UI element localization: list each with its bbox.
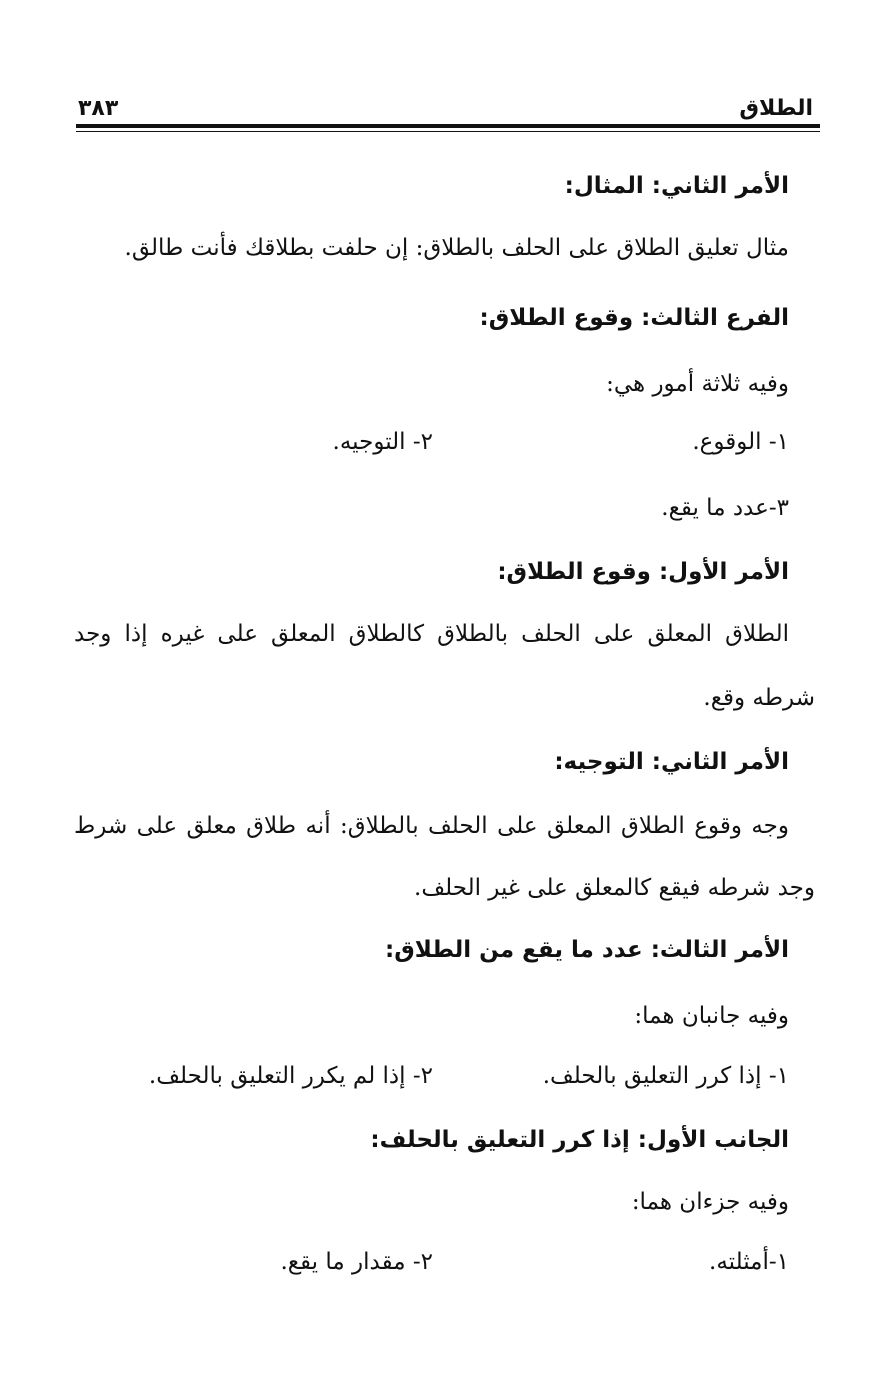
paragraph-line: الطلاق المعلق على الحلف بالطلاق كالطلاق المعلق على غيره إذا وجد: [74, 621, 789, 647]
paragraph-example: مثال تعليق الطلاق على الحلف بالطلاق: إن حلفت بطلاقك فأنت طالق.: [124, 235, 789, 261]
heading-first-matter: الأمر الأول: وقوع الطلاق:: [497, 559, 789, 585]
header-rule-thin: [76, 131, 820, 132]
running-title: الطلاق: [739, 96, 813, 121]
list-item: ١- الوقوع.: [692, 429, 789, 455]
paragraph-line: وجد شرطه فيقع كالمعلق على غير الحلف.: [414, 875, 815, 901]
paragraph-two-sides: وفيه جانبان هما:: [634, 1003, 789, 1029]
list-item: ١- إذا كرر التعليق بالحلف.: [542, 1063, 789, 1089]
list-item: ٢- إذا لم يكرر التعليق بالحلف.: [148, 1063, 433, 1089]
heading-branch-three: الفرع الثالث: وقوع الطلاق:: [479, 305, 789, 331]
heading-first-side: الجانب الأول: إذا كرر التعليق بالحلف:: [370, 1127, 789, 1153]
heading-example: الأمر الثاني: المثال:: [564, 173, 789, 199]
heading-third-matter: الأمر الثالث: عدد ما يقع من الطلاق:: [385, 937, 789, 963]
paragraph-line: شرطه وقع.: [703, 685, 815, 711]
paragraph-three-matters: وفيه ثلاثة أمور هي:: [606, 371, 789, 397]
list-item: ٢- التوجيه.: [332, 429, 433, 455]
header-rule-thick: [76, 124, 820, 128]
page-number: ٣٨٣: [78, 96, 119, 121]
paragraph-line: وجه وقوع الطلاق المعلق على الحلف بالطلاق: أنه طلاق معلق على شرط: [74, 813, 789, 839]
list-item: ١-أمثلته.: [709, 1249, 789, 1275]
heading-second-matter: الأمر الثاني: التوجيه:: [554, 749, 789, 775]
list-item: ٢- مقدار ما يقع.: [280, 1249, 433, 1275]
paragraph-two-parts: وفيه جزءان هما:: [631, 1189, 789, 1215]
list-item: ٣-عدد ما يقع.: [661, 495, 789, 521]
